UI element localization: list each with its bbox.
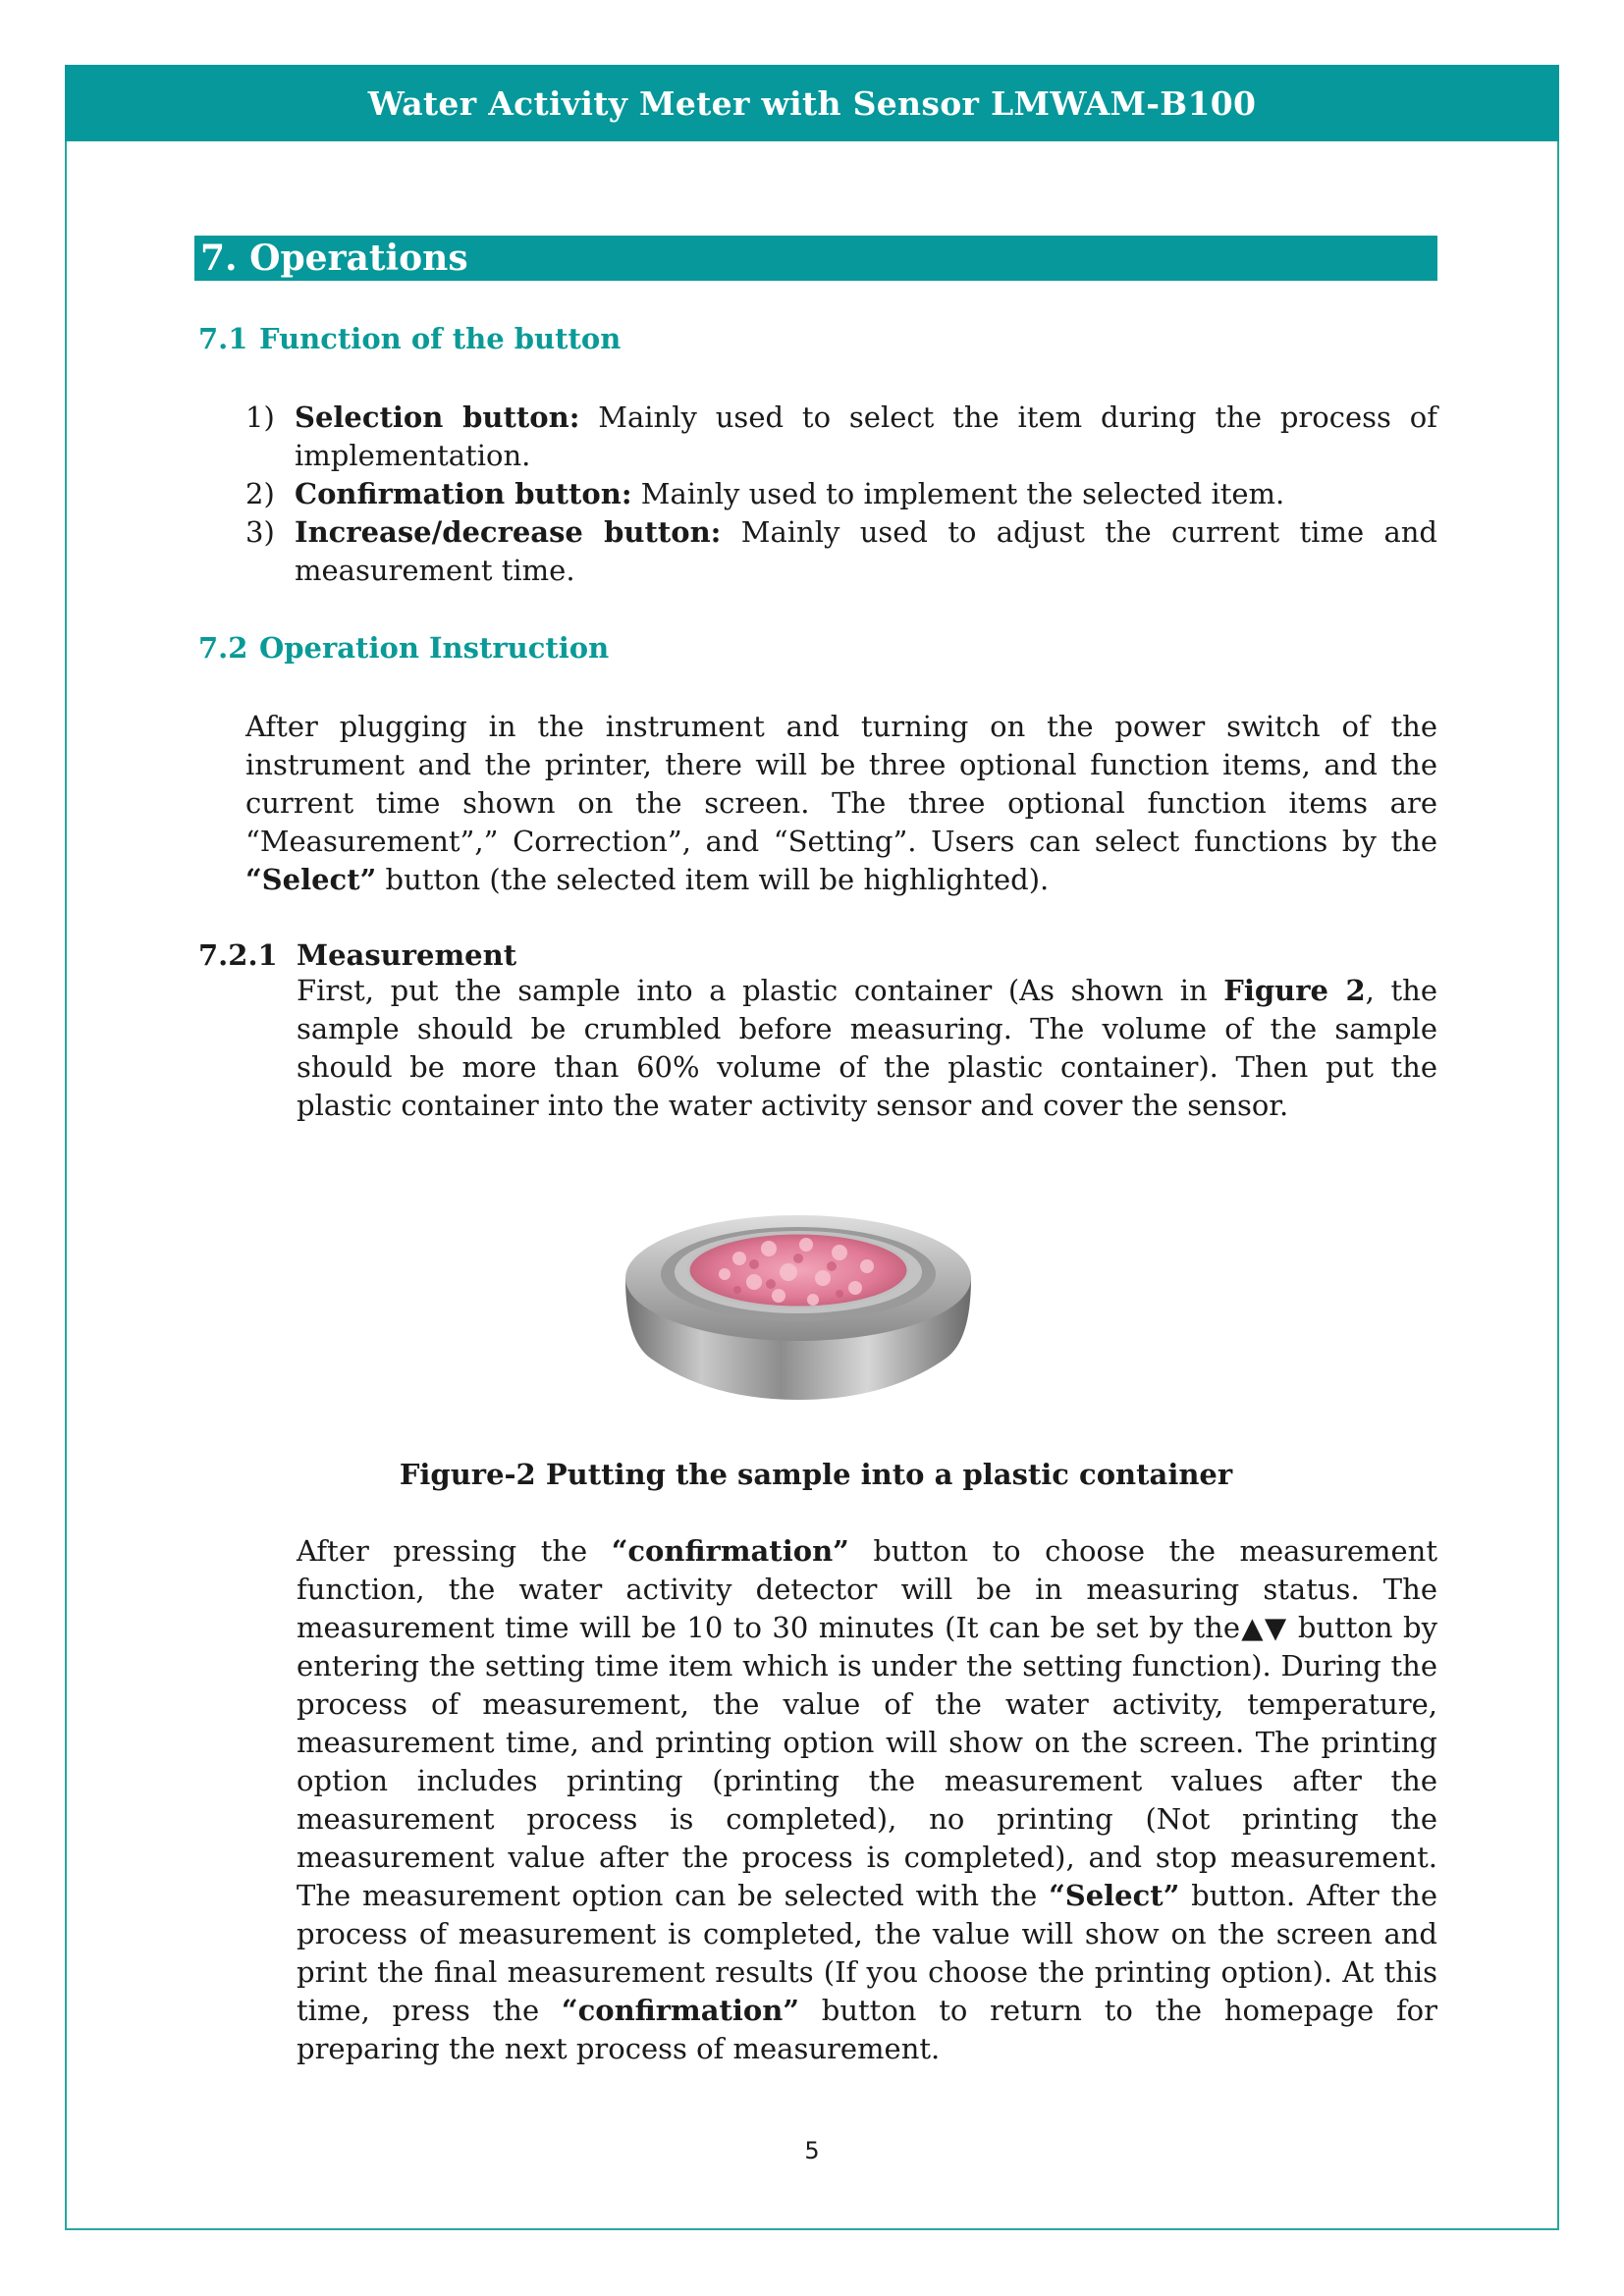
figure-caption: Figure-2 Putting the sample into a plastic container	[399, 1458, 1233, 1491]
measurement-process-paragraph	[297, 1532, 1437, 2068]
subsubsection-number: 7.2.1	[198, 938, 278, 972]
header-title: Water Activity Meter with Sensor LMWAM-B100	[367, 83, 1257, 123]
text-bold: “Select”	[245, 863, 377, 896]
list-term: Selection button:	[295, 400, 580, 434]
subsection-heading-7-1	[198, 322, 1437, 355]
page-content	[194, 236, 1437, 2068]
list-item	[245, 475, 1437, 513]
text-bold: “Select”	[1049, 1879, 1180, 1912]
text-run: First, put the sample into a plastic container (As shown in	[297, 974, 1224, 1007]
list-text: Mainly used to implement the selected item.	[631, 477, 1285, 510]
list-number: 3)	[245, 515, 275, 549]
text-run: button to choose the measurement function, the water activity detector will be in measuring status. The measurement time will be 10 to 30 minutes (It can be set by the	[297, 1534, 1437, 1644]
list-number: 2)	[245, 477, 275, 510]
text-bold: “confirmation”	[611, 1534, 849, 1568]
list-text: Mainly used to adjust the current time and measurement time.	[295, 515, 1437, 587]
page-number: 5	[804, 2137, 820, 2164]
list-item	[245, 513, 1437, 590]
list-item	[245, 399, 1437, 475]
text-run: After pressing the	[297, 1534, 612, 1568]
sample-container-illustration	[622, 1194, 975, 1405]
list-term: Confirmation button:	[295, 477, 632, 510]
text-run: button to return to the homepage for preparing the next process of measurement.	[297, 1994, 1438, 2065]
subsection-number: 7.2	[198, 631, 248, 665]
text-run: After plugging in the instrument and turning on the power switch of the instrument and the printer, there will be three optional function items, and the current time shown on the screen. The three optional function items are “Measurement”,” Correction”, and “Setting”. Users can select functions by the	[245, 710, 1437, 858]
subsubsection-title: Measurement	[297, 938, 517, 972]
sample-container-photo	[622, 1194, 975, 1405]
measurement-paragraph	[297, 972, 1437, 1125]
section-heading	[194, 236, 1437, 281]
subsection-title: Operation Instruction	[259, 631, 610, 665]
section-title: Operations	[249, 238, 468, 279]
text-bold: Figure 2	[1223, 974, 1366, 1007]
text-bold: “confirmation”	[561, 1994, 800, 2027]
list-number: 1)	[245, 400, 275, 434]
subsection-title: Function of the button	[259, 322, 622, 355]
subsubsection-heading-7-2-1	[198, 938, 1437, 972]
button-function-list	[245, 399, 1437, 590]
list-text: Mainly used to select the item during the process of implementation.	[295, 400, 1437, 472]
text-run: button. After the process of measurement is completed, the value will show on the screen and print the final measurement results (If you choose the printing option). At this time, press the	[297, 1879, 1437, 2027]
list-term: Increase/decrease button:	[295, 515, 722, 549]
subsection-number: 7.1	[198, 322, 248, 355]
section-number: 7.	[200, 238, 238, 279]
text-run: , the sample should be crumbled before measuring. The volume of the sample should be more than 60% volume of the plastic container). Then put the plastic container into the water activity sensor and cover the sensor.	[297, 974, 1437, 1122]
text-run: button (the selected item will be highlighted).	[376, 863, 1050, 896]
text-run: button by entering the setting time item which is under the setting function). During the process of measurement, the value of the water activity, temperature, measurement time, and printing option will show on the screen. The printing option includes printing (printing the measurement values after the measurement process is completed), no printing (Not printing the measurement value after the process is completed), and stop measurement. The measurement option can be selected with the	[297, 1611, 1438, 1912]
document-header	[65, 65, 1559, 141]
subsection-heading-7-2	[198, 631, 1437, 665]
operation-instruction-paragraph	[245, 708, 1437, 899]
up-down-arrows-icon: ▲▼	[1240, 1611, 1288, 1644]
